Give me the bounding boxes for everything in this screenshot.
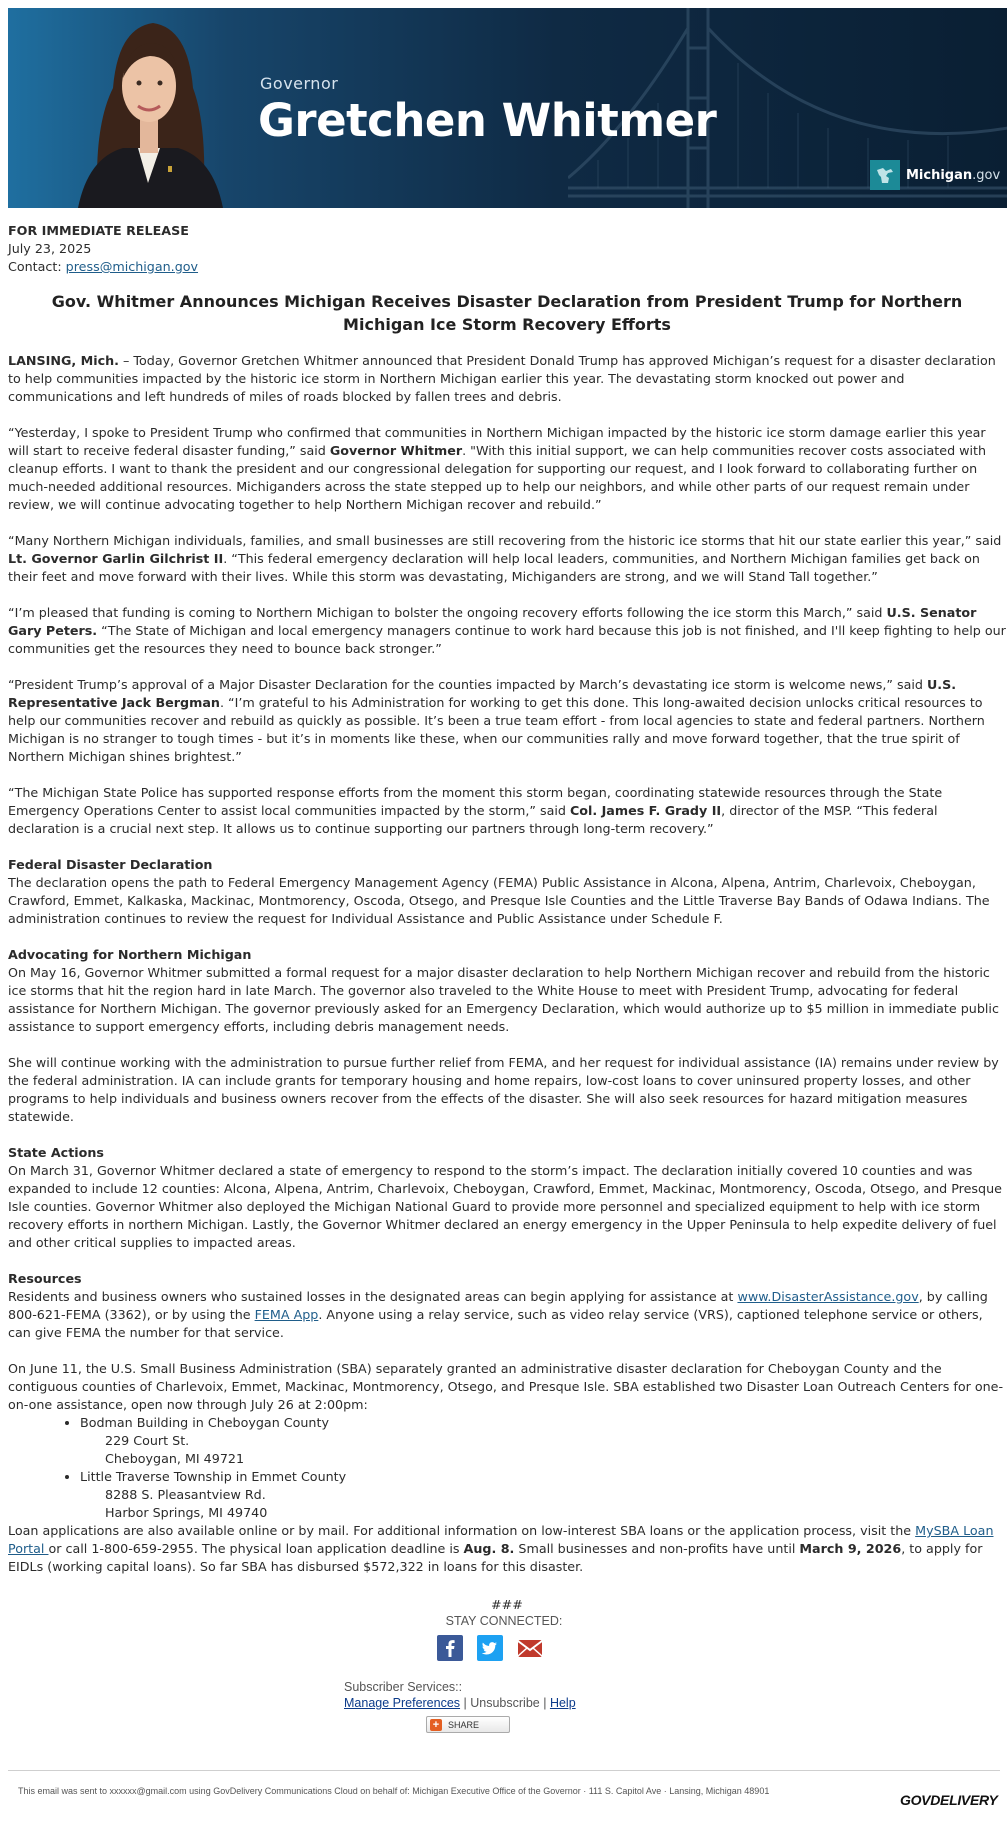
separator: | [460,1696,471,1710]
resources-text: Residents and business owners who sustained losses in the designated areas can begin applying for assistance at [8,1289,738,1304]
resources-text: , by calling 800-621-FEMA (3362), or by using the [8,1289,988,1322]
dateline: LANSING, Mich. [8,353,119,368]
release-date: July 23, 2025 [8,241,92,256]
plus-icon: + [430,1719,442,1731]
section-body-advocating-1: On May 16, Governor Whitmer submitted a formal request for a major disaster declaration to help Northern Michigan recover and rebuild from the historic ice storms that hit the region hard in late March. The governor also traveled to the White House to meet with President Trump, advocating for federal assistance for Northern Michigan. The governor previously asked for an Emergency Declaration, which would authorize up to $5 million in immediate public assistance to support emergency efforts, including debris management needs. [8,965,999,1034]
resources-text: . Anyone using a relay service, such as video relay service (VRS), captioned telephone service or others, can give FEMA the number for that service. [8,1307,983,1340]
list-item [80,1414,1006,1468]
location-name: • Little Traverse Township in Emmet County [80,1469,347,1484]
social-links [437,1635,543,1661]
quote-text: , director of the MSP. “This federal declaration is a crucial next step. It allows us to continue supporting our partners through long-term recovery.” [8,803,938,836]
governor-label: Governor [260,74,339,93]
section-body-advocating-2: She will continue working with the administration to pursue further relief from FEMA, and her request for individual assistance (IA) remains under review by the federal administration. IA can include grants for temporary housing and home repairs, low-cost loans to cover uninsured property losses, and other programs to help individuals and business owners recover from the effects of the disaster. She will also seek resources for hazard mitigation measures statewide. [8,1055,999,1124]
quote-text: “Yesterday, I spoke to President Trump who confirmed that communities in Northern Michigan impacted by the historic ice storm damage earlier this year will start to receive federal disaster funding,” said [8,425,986,458]
paragraph-5 [8,676,1006,766]
paragraph-1-text: – Today, Governor Gretchen Whitmer announced that President Donald Trump has approved Michigan’s request for a disaster declaration to help communities impacted by the historic ice storm in Northern Michigan earlier this year. The devastating storm knocked out power and communications and left hundreds of miles of roads blocked by fallen trees and debris. [8,353,996,404]
section-body-federal: The declaration opens the path to Federal Emergency Management Agency (FEMA) Public Assistance in Alcona, Alpena, Antrim, Charlevoix, Cheboygan, Crawford, Emmet, Kalkaska, Mackinac, Montmorency, Oscoda, Otsego, and Presque Isle Counties and the Little Traverse Bay Bands of Odawa Indians. The administration continues to review the request for Individual Assistance and Public Assistance under Schedule F. [8,875,990,926]
quote-text: . “I’m grateful to his Administration for working to get this done. This long-awaited decision unlocks critical resources to help our communities recover and rebuild as quickly as possible. It’s been a true team effort - from local agencies to state and federal partners. Northern Michigan is no stranger to tough times - but it’s in moments like these, when our communities rally and move forward together, that the true spirit of Northern Michigan shines brightest.” [8,695,985,764]
share-button[interactable] [426,1716,510,1733]
quote-text: . "With this initial support, we can help communities recover costs associated with cleanup efforts. I want to thank the president and our congressional delegation for supporting our request, and I look forward to collaborating further on much-needed additional resources. Michiganders across the state stepped up to help our neighbors, and while other parts of our request remain under review, we will continue advocating together to help Northern Michigan recover and rebuild.” [8,443,987,512]
footer-note: This email was sent to xxxxxx@gmail.com using GovDelivery Communications Cloud on behalf of: Michigan Executive Office of the Governor · 111 S. Capitol Ave · Lansing, Michigan 48901 [18,1786,770,1796]
help-link[interactable]: Help [549,1696,576,1710]
michigan-gov-badge[interactable] [870,160,1000,190]
unsubscribe-link[interactable]: Unsubscribe [470,1696,540,1710]
section-title-state: State Actions [8,1145,104,1160]
paragraph-2 [8,424,1006,514]
location-street: 229 Court St. [105,1433,190,1448]
twitter-icon[interactable] [477,1635,503,1661]
loan-text: or call 1-800-659-2955. The physical loan application deadline is [48,1541,464,1556]
michigan-gov-label [906,168,1000,183]
loan-text: , to apply for EIDLs (working capital loans). So far SBA has disbursed $572,322 in loans for this disaster. [8,1541,983,1574]
quote-text: “President Trump’s approval of a Major Disaster Declaration for the counties impacted by March’s devastating ice storm is welcome news,” said [8,677,927,692]
speaker-name: Governor Whitmer [329,443,463,458]
separator: | [539,1696,550,1710]
loan-paragraph [8,1522,1006,1576]
badge-brand: Michigan [906,167,973,183]
governor-name: Gretchen Whitmer [258,94,717,147]
subscriber-services [344,1679,576,1711]
contact-line [8,258,1006,276]
paragraph-6 [8,784,1006,838]
section-body-state: On March 31, Governor Whitmer declared a state of emergency to respond to the storm’s impact. The declaration initially covered 10 counties and was expanded to include 12 counties: Alcona, Alpena, Antrim, Charlevoix, Cheboygan, Crawford, Emmet, Mackinac, Montmorency, Oscoda, Otsego, and Presque Isle counties. Governor Whitmer also deployed the Michigan National Guard to provide more personnel and specialized equipment to help with ice storm recovery efforts in northern Michigan. Lastly, the Governor Whitmer declared an energy emergency in the Upper Peninsula to help expedite delivery of fuel and other critical supplies to impacted areas. [8,1163,1002,1250]
headline: Gov. Whitmer Announces Michigan Receives Disaster Declaration from President Trump for Northern Michigan Ice Storm Recovery Efforts [51,292,963,334]
quote-text: . “This federal emergency declaration will help local leaders, communities, and Northern Michigan families get back on their feet and move forward with their lives. While this storm was devastating, Michiganders are strong, and we will Stand Tall together.” [8,551,980,584]
sba-intro: On June 11, the U.S. Small Business Administration (SBA) separately granted an administrative disaster declaration for Cheboygan County and the contiguous counties of Charlevoix, Emmet, Mackinac, Montmorency, Otsego, and Presque Isle. SBA established two Disaster Loan Outreach Centers for one-on-one assistance, open now through July 26 at 2:00pm: [8,1361,1004,1412]
disaster-assistance-link[interactable]: www.DisasterAssistance.gov [737,1289,919,1304]
manage-preferences-link[interactable]: Manage Preferences [344,1696,461,1710]
eidl-deadline-date: March 9, 2026 [799,1541,902,1556]
contact-label: Contact: [8,259,66,274]
governor-banner [8,8,1007,208]
mysba-loan-portal-link[interactable]: MySBA Loan Portal [8,1523,994,1556]
contact-email-link[interactable]: press@michigan.gov [65,259,199,274]
stay-connected-label: STAY CONNECTED: [445,1614,563,1628]
paragraph-3 [8,532,1006,586]
section-title-advocating: Advocating for Northern Michigan [8,947,252,962]
paragraph-1 [8,352,1006,406]
quote-text: “I’m pleased that funding is coming to Northern Michigan to bolster the ongoing recovery efforts following the ice storm this March,” said [8,605,887,620]
location-city: Harbor Springs, MI 49740 [105,1505,268,1520]
share-label: SHARE [448,1719,480,1730]
section-title-resources: Resources [8,1271,82,1286]
fema-app-link[interactable]: FEMA App [254,1307,319,1322]
email-icon[interactable] [517,1635,543,1661]
loan-text: Loan applications are also available online or by mail. For additional information on low-interest SBA loans or the application process, visit the [8,1523,916,1538]
subscriber-links [344,1695,576,1711]
speaker-name: Lt. Governor Garlin Gilchrist II [8,551,224,566]
release-label: FOR IMMEDIATE RELEASE [8,223,189,238]
governor-portrait [68,8,228,208]
deadline-date: Aug. 8. [463,1541,515,1556]
end-mark: ### [491,1597,523,1612]
outreach-center-list [8,1414,1006,1522]
badge-suffix: .gov [972,167,1001,183]
speaker-name: U.S. Senator Gary Peters. [8,605,977,638]
speaker-name: U.S. Representative Jack Bergman [8,677,957,710]
footer-divider [8,1770,1000,1771]
paragraph-4 [8,604,1006,658]
section-title-federal: Federal Disaster Declaration [8,857,213,872]
list-item [80,1468,1006,1522]
loan-text: Small businesses and non-profits have until [514,1541,800,1556]
facebook-icon[interactable] [437,1635,463,1661]
subscriber-label: Subscriber Services:: [344,1680,463,1694]
speaker-name: Col. James F. Grady II [569,803,722,818]
govdelivery-logo[interactable]: GOVDELIVERY [900,1792,998,1808]
location-name: • Bodman Building in Cheboygan County [80,1415,329,1430]
location-city: Cheboygan, MI 49721 [105,1451,245,1466]
section-body-resources [8,1288,1006,1342]
location-street: 8288 S. Pleasantview Rd. [105,1487,266,1502]
quote-text: “Many Northern Michigan individuals, families, and small businesses are still recovering from the historic ice storms that hit our state earlier this year,” said [8,533,1002,548]
quote-text: “The State of Michigan and local emergency managers continue to work hard because this job is not finished, and I'll keep fighting to help our communities get the resources they need to bounce back stronger.” [8,623,1006,656]
press-release-body [8,222,1006,1614]
quote-text: “The Michigan State Police has supported response efforts from the moment this storm began, coordinating statewide resources through the State Emergency Operations Center to assist local communities impacted by the storm,” said [8,785,943,818]
michigan-map-icon [870,160,900,190]
